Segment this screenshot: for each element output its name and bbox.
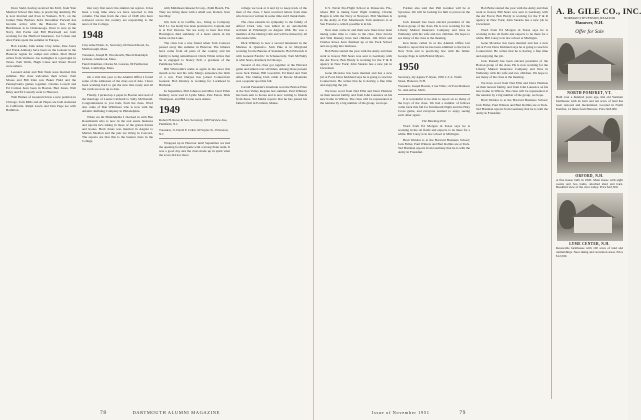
paragraph: with Middlesex Research Corp., Palm Beach, Fla. They are living there with a small son, Robert, born last May. <box>159 6 230 19</box>
paragraph: Dave Stahl, having received his M.D. from Yale Medical School this June, is practicing dentistry. He is now married and lives in Yonkers, N.Y., on the former Nina Barbara Judd. December Farwell has become active with the Hanover Inn. Frank Hutchinson is in Chattanooga. Dave is now in the Navy. Jim Pacha and Bill Blackwell are both working for the Hartford Insurance. Joe Cohen and Alex Parks spent the summer in Europe. <box>6 6 76 43</box>
column-7 <box>476 6 548 399</box>
class-treasurer: Treasurer, Joseph Boston, 2 rue Villoc, 22 East Madison St., Ann Arbor, Mich. <box>398 84 470 93</box>
photo-caption: LYME CENTER, N.H. <box>569 242 610 247</box>
paragraph: Jim Jack is in Griffin, Ga., living as Company M.P. Lt. Joe Kelly has been promoted to Captain and is at Fort Devens. We are sorry to hear that Don Harrington died suddenly of a heart attack in his home on the Lake. <box>159 19 230 40</box>
paragraph: Brad Weldon is at the Harvard Business School; Jack Fuller, Paul Winters and Bert Rollins are at Tuck. Ted Hartman reports from Germany that he is with the Army in Frankfurt. <box>398 137 470 155</box>
paragraph: Several of the class got together at the Harvard game and talked over old times. Among those present were Jack Parker, Bill Goodrich, Ed Rand and Tom Allen. The Outing Club cabin at Moose Mountain was a popular spot this fall. <box>236 63 307 84</box>
paragraph: Brad Weldon is at the Harvard Business School; Jack Fuller, Paul Winters and Bert Rollins are at Tuck. Ted Hartman reports from Germany that he is with the Army in Frankfurt. <box>476 98 548 115</box>
paragraph: It is wonderful to be able to report on so many of the boys of the class. We had a number of fellows come back this fall for Dartmouth Night and the Holy Cross game, and everyone seemed to enjoy seeing each other again. <box>398 97 470 118</box>
paragraph: Ken Reiss called in at the Alumni Office last month to report that he has been admitted to the bar in New York and is practicing law with his father. George Page is with Bristol Myers. <box>398 41 470 58</box>
house-shape <box>568 141 610 162</box>
paragraph: Word from Ed Morgan in Texas says he is working in the oil fields and expects to be there for a while. Bill Carey is in law school at Michigan. <box>398 124 470 137</box>
property-description: Restorable farmhouse with 100 acres of land and outbuildings. Near skiing and recreation areas. Price $12,500. <box>556 246 623 259</box>
paragraph: New men come in and their new lines have been taking some time to come to the class. Don Jacobs and Walt Ranney have had children. Jim Ward and Charles Rowe have finished up at the Tuck School and are going into business. <box>320 27 392 48</box>
paragraph: Former also said that Phil Gardner will be at Syracuse. We will be looking for him to join us in the spring. <box>398 6 470 19</box>
ad-company-name: A. B. GILE CO., INC. <box>556 6 641 16</box>
page-number: 78 <box>100 410 107 416</box>
paragraph: We have word from Ned Ellis and Dave Harmon on their newest family, and from John Laurence on his new home in Wilton. The class will be represented at the reunion by a big number of the group, we hope. <box>320 88 392 106</box>
paragraph: Bob Bolte started the year with the Army and then went to Korea; Bill Sears was sent to Germany with the Air Force; Bob Hardy is working for the Y & R agency in New York; John Stearns has a new job in Cleveland. <box>320 49 392 70</box>
left-page-footer <box>100 410 220 416</box>
property-photo-north-pomfret <box>557 38 623 90</box>
paragraph: In September, Phil Johnson and Miss Carol Ellen Rumery were wed in Lyme Mass. Pete Eaton, Dick Thompson, and Bill Crane were ushers. <box>159 88 230 101</box>
property-photo-orford <box>557 115 623 173</box>
ad-location: Hanover, N.H. <box>575 20 604 25</box>
paragraph: Bob Bolte started the year with the Army and then went to Korea; Bill Sears was sent to Germany with the Air Force; Bob Hardy is working for the Y & R agency in New York; John Stearns has a new job in Cleveland. <box>476 6 548 27</box>
paragraph: Leonard Adair and Bob Nash were married this summer. The class welcomes their wives. Tom Moses and Bill Zinn saw Baker Field and the Pennsylvania games together. Charles Lowell and Ed Carlson have been in Boston. Bud Jones, Walt Riley and Ed Cassady went to Hanover. <box>6 69 76 94</box>
paragraph: Jack Russell has been elected president of the Boston group of the class. He is now working for the Liberty Mutual Insurance Company and lives in Wellesley with his wife and two children. We hope to see many of the class at the meeting. <box>476 59 548 80</box>
paragraph: Wrapped up in Hanover until September we had the opening football game with a strong Penn team. It was a good day and the class made up in spirit what the score did not show. <box>159 140 230 157</box>
class-treasurer: Treasurer, Jr. David P. Crabb, 90 Sayles St., Princeton, N.J. <box>159 127 229 136</box>
column-2 <box>82 6 153 399</box>
paragraph: Gene McAdoo has been married and has a new job at Ford. Dave Kirkland says he is going to teach in Connecticut. He writes that he is having a fine time and enjoying the job. <box>320 71 392 88</box>
column-3 <box>159 6 230 399</box>
property-description: Built over a hundred years ago, this old Vermont farmhouse with its barn and ten acres of land has been restored and modernized. Located in North Pomfret, 12 miles from Hanover. Price $18,000. <box>556 95 623 111</box>
paragraph: On a visit this year to the Alumni Office I found some of the addresses of the class out of date. I have been working hard to get the new lists ready and all the cards are now up to date. <box>82 75 153 92</box>
page-number: 79 <box>459 410 467 416</box>
left-page <box>0 0 314 420</box>
right-page-footer <box>372 410 466 416</box>
class-secretary: Clay Atlee Eiden, Jr., Secretary, 60 Newell Road, So. Marlborough, Mass. <box>82 43 150 52</box>
class-treasurer: Treasurer, Joseph H. Woodworth, Harold Randolph Jackson, Glenbrook, Mass. <box>82 52 148 61</box>
class-year-heading: 1950 <box>398 61 419 73</box>
magazine-title: DARTMOUTH ALUMNI MAGAZINE <box>132 410 220 415</box>
paragraph: college we look at it and try to keep track of the men of the class. I have received letters from men who have not written in some time and I thank them. <box>236 6 307 19</box>
column-5 <box>320 6 392 399</box>
paragraph: We have word from Ned Ellis and Dave Harmon on their newest family, and from John Laurence on his new home in Wilton. The class will be represented at the reunion by a big number of the group, we hope. <box>476 80 548 97</box>
house-shape <box>568 64 610 81</box>
property-photo-lyme-center <box>557 193 623 241</box>
class-year-heading: 1948 <box>82 30 103 42</box>
roof-shape <box>570 204 616 218</box>
class-fund-chairman: Fund Chairman, Charles M. Lazarus, 99 Pemberton Street, Cambridge, Mass. <box>82 62 148 71</box>
divider <box>82 72 153 73</box>
paragraph: Gene McAdoo has been married and has a new job at Ford. Dave Kirkland says he is going to teach in Connecticut. He writes that he is having a fine time and enjoying the job. <box>476 41 548 58</box>
class-secretary: Secretary, Jay Agnew F. Ryan, 1950 C.C.L. Wolfe Street, Hanover, N.H. <box>398 74 462 83</box>
photo-caption: NORTH POMFRET, VT. <box>567 91 612 95</box>
house-shape <box>574 217 612 232</box>
paragraph: Word from Ed Morgan in Texas says he is working in the oil fields and expects to be there for a while. Bill Carey is in law school at Michigan. <box>476 27 548 40</box>
photo-caption: ORFORD, N.H. <box>575 173 604 178</box>
paragraph: When we hit Philadelphia I checked in with Ben Rosenbaum who is now in the real estate business and reports he's taking in more of the gotten hawks and hooks. Herb Jones was married in August to Marian Sheldon and the pair are living in Concord. The reports are that this is the busiest class in the College. <box>82 114 153 143</box>
paragraph: Dick Whitney is now a second lieutenant in the Marines at Quantico. Sam Pike is in Maryland working for the Bureau of Standards. Bob Edwards is with General Electric in Schenectady. Tom McNulty is with Sears, Roebuck in Chicago. <box>236 41 307 62</box>
paragraph: The class lost a true friend when Tom Connors passed away this summer in Hanover. The tributes have come from all parts of the country and his family is being remembered. Chick White writes that he is engaged to Nancy Fell, a graduate of the Pembroke School. <box>159 41 230 66</box>
real-estate-advertisement <box>551 6 641 399</box>
paragraph: The class extends its sympathy to the family of Alfred Clark who was killed in an automobile accident in Pittsburgh on August 18th. He was a member of the Outing Club and will be missed by all who knew him. <box>236 19 307 40</box>
paragraph: Our very first news: the alumni can rejoice. It has been a long time since we have reported to this column. The men from the class of 1948 who have scattered across the country are responding to the news of the College. <box>82 6 153 27</box>
ad-subtitle: NORMAN STEVENSON, REALTOR <box>563 16 616 20</box>
paragraph: Carroll Fenander's Interlude won the Bolton Prize at the Sun Valley Regatta last summer. Paul Whitney has been sent to Korea and is now writing to friends from there. Sid Marks reports that he has joined his father's firm in Portland, Maine. <box>236 84 307 106</box>
ad-offer-heading: Offer for Sale <box>575 29 604 35</box>
property-description: A fine house built in 1800. Main house with eight rooms and two baths, attached shed and barn. Beautiful view of the river valley. Price $22,500. <box>556 177 623 190</box>
paragraph: Walt Haines of Greenwich has a new position in Chicago. Tom Mills and Al Hayes are both stationed in California. Ralph Lewis and Dan Page are with Hamilton. <box>6 95 76 112</box>
column-1 <box>6 6 76 399</box>
paragraph: Jack Russell has been elected president of the Boston group of the class. He is now working for the Liberty Mutual Insurance Company and lives in Wellesley with his wife and two children. We hope to see many of the class at the meeting. <box>398 19 470 40</box>
divider <box>398 94 470 95</box>
paragraph: U.S. Naval Pre-Flight School at Pensacola, Fla., where Bill is taking basic flight training. Charlie Hagen is with the Navy at Newport. Phil Sherman is in the Army at Fort Monmouth. Tom Andrews is at San Francisco, which possible is in his. <box>320 6 392 27</box>
column-4 <box>236 6 307 399</box>
section-subhead: The Blocking Post <box>421 118 447 123</box>
divider <box>159 138 230 139</box>
paragraph: Bill Whitcomb's name is again in the news this month as he and his wife Margo announce the birth of a son. Fred Duryea has joined Connecticut General. Bob Kinsley is working for Lockheed in Burbank. <box>159 67 230 88</box>
paragraph: Finally, I picked up a paper in Boston and read of the marriage of Laurie Caldwell to Sally McDonald. Congratulations to you both, from the class. Word also came of Dan Whitmore who is now with the Atlantic Refining Company in Philadelphia. <box>82 92 153 114</box>
class-year-heading: 1949 <box>159 105 180 117</box>
paragraph: Bob Landis, John Adair, Clay Atlee, Pete Jones and Frank Anthony have been on the lookout in the Hanover region for camps and cabins. Mort Mead writes from Vermont. Joe Gallagher is a geologist in Texas. Tom Wells, Hugh Crane and Stuart Dowd were ushers. <box>6 43 76 69</box>
column-6 <box>398 6 470 399</box>
issue-title: Issue of November 1951 <box>372 410 430 415</box>
class-secretary: Robert H. Rowe & Son, Secretary, 108 Fairview Ave, Plainfield, N.J. <box>159 118 228 127</box>
